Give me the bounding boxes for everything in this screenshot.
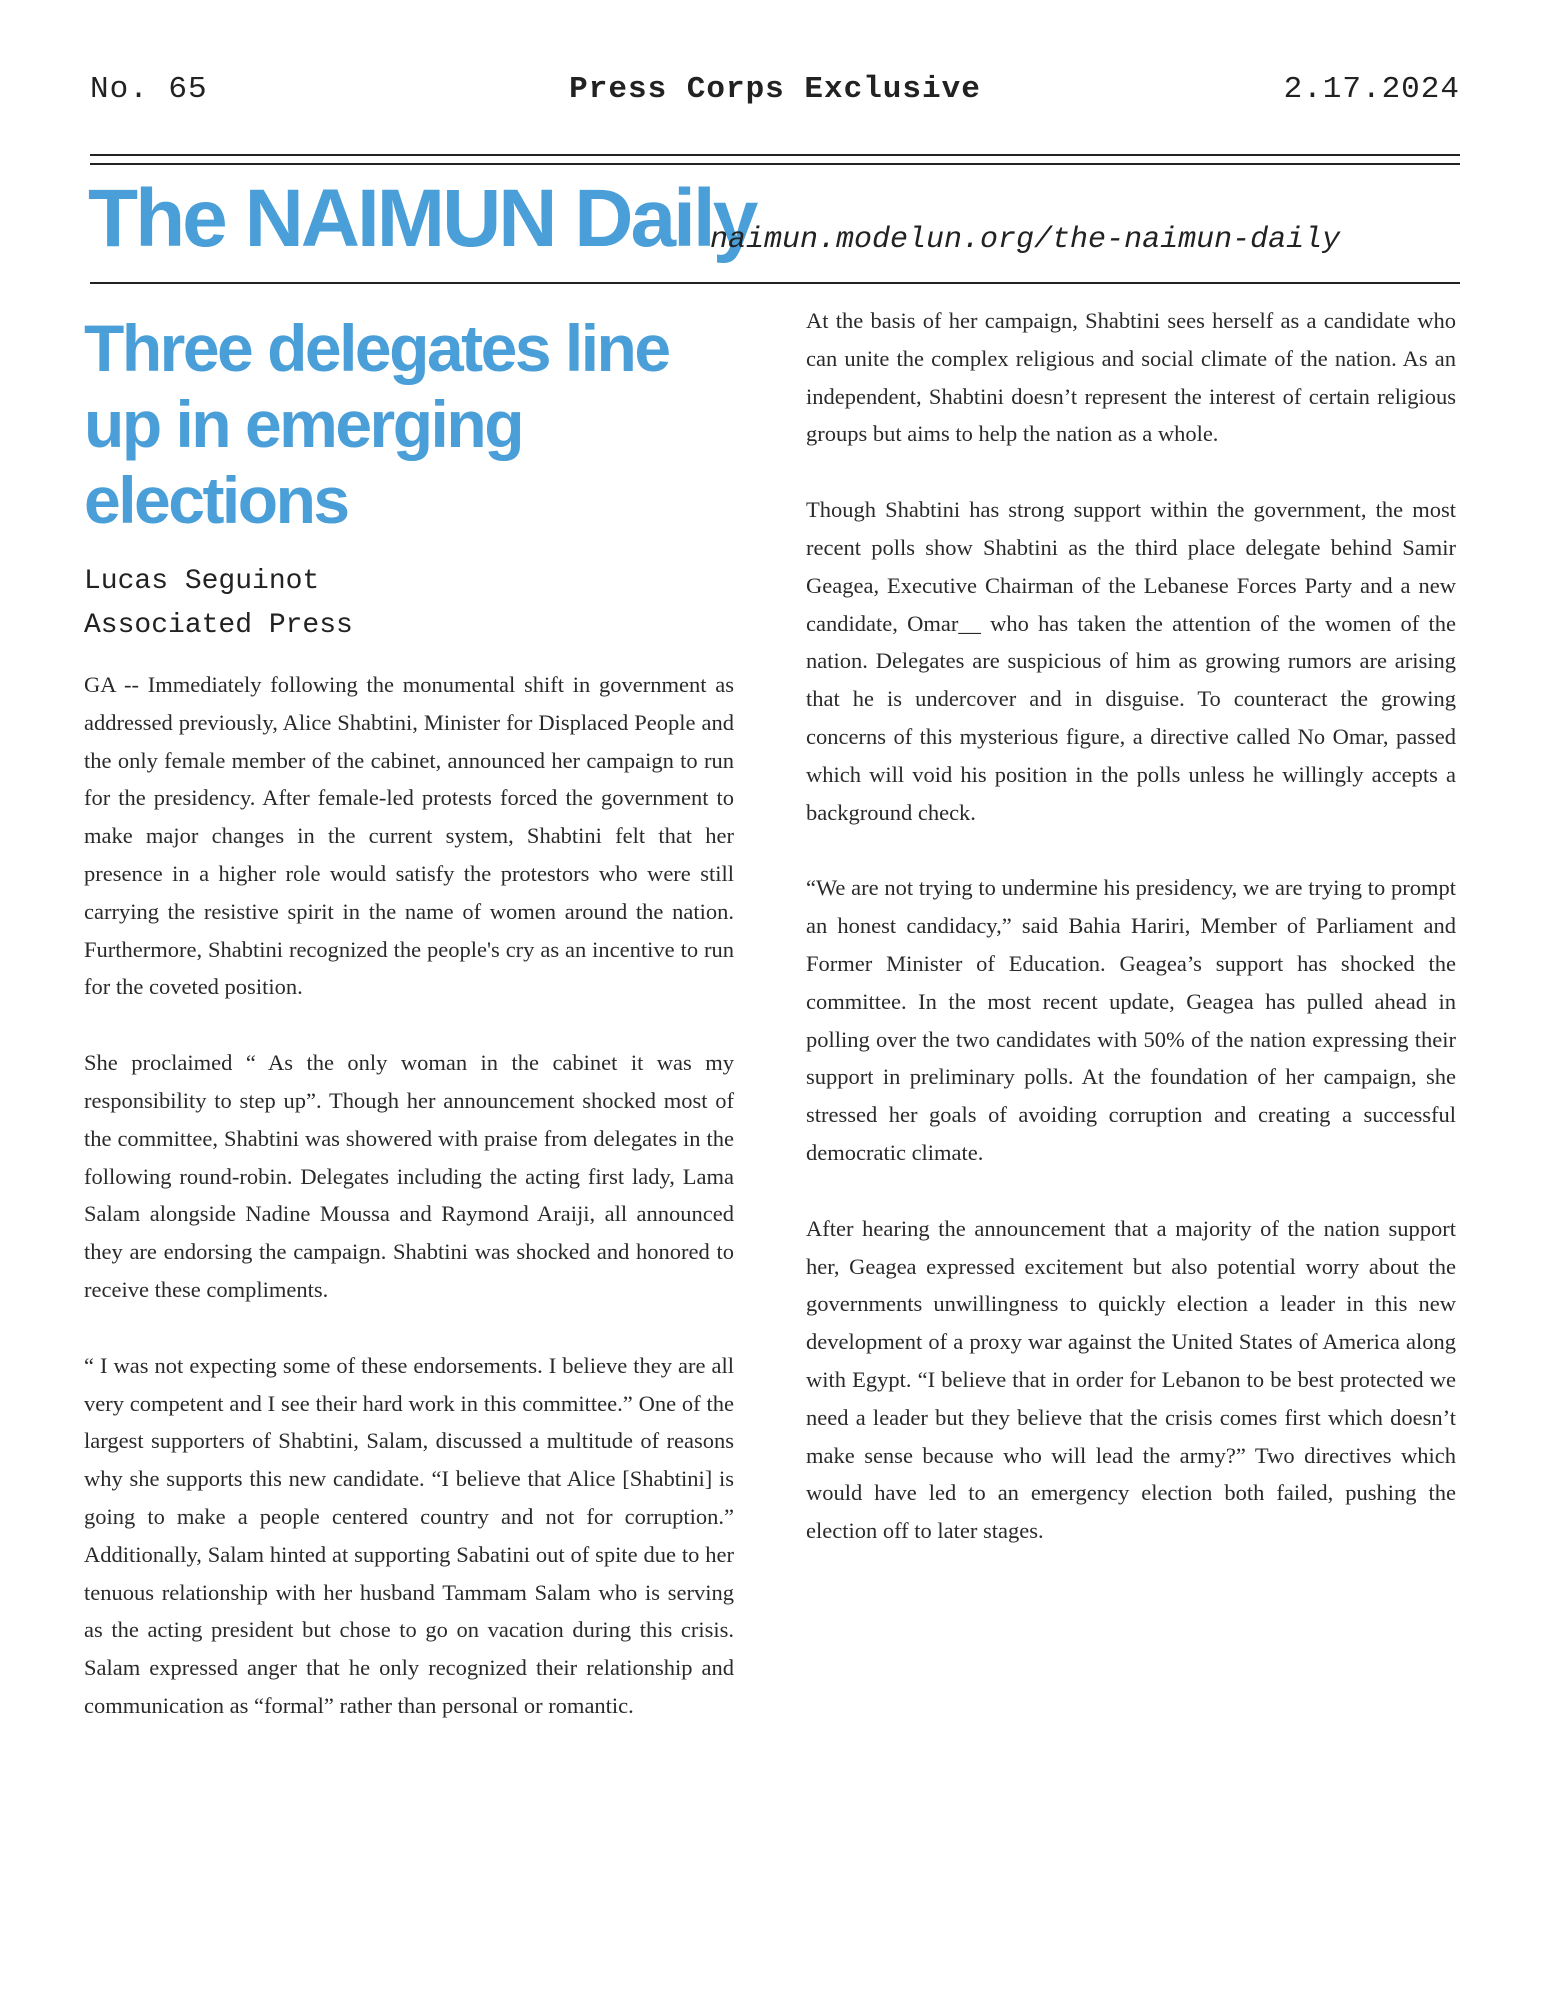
issue-date: 2.17.2024 [1283,72,1460,107]
top-rule-2 [90,163,1460,165]
body-paragraph: Though Shabtini has strong support within the government, the most recent polls show Shabtini as the third place delegate behind Samir Geagea, Executive Chairman of the Lebanese Forces Party and a new candidate, Omar__ who has taken the attention of the women of the nation. Delegates are suspicious of him as growing rumors are arising that he is undercover and in disguise. To counteract the growing concerns of this mysterious figure, a directive called No Omar, passed which will void his position in the polls unless he willingly accepts a background check. [806,497,1456,825]
author-outlet: Associated Press [84,610,353,641]
body-paragraph: At the basis of her campaign, Shabtini sees herself as a candidate who can unite the complex religious and social climate of the nation. As an independent, Shabtini doesn’t represent the interest of certain religious groups but aims to help the nation as a whole. [806,308,1456,447]
body-paragraph: After hearing the announcement that a majority of the nation support her, Geagea expressed excitement but also potential worry about the governments unwillingness to quickly election a leader in this new development of a proxy war against the United States of America along with Egypt. “I believe that in order for Lebanon to be best protected we need a leader but they believe that the crisis comes first which doesn’t make sense because who will lead the army?” Two directives which would have led to an emergency election both failed, pushing the election off to later stages. [806,1215,1456,1544]
byline [84,560,734,648]
article-headline: Three delegates line up in emerging elections [84,311,669,537]
body-paragraph: She proclaimed “ As the only woman in the cabinet it was my responsibility to step up”. Though her announcement shocked most of the committee, Shabtini was showered with praise from delegates in the following round-robin. Delegates including the acting first lady, Lama Salam alongside Nadine Moussa and Raymond Araiji, all announced they are endorsing the campaign. Shabtini was shocked and honored to receive these compliments. [84,1050,734,1302]
issue-number: No. 65 [90,72,208,107]
masthead-rule [90,282,1460,284]
masthead-title: The NAIMUN Daily [88,173,756,264]
body-paragraph: “ I was not expecting some of these endorsements. I believe they are all very competent and I see their hard work in this committee.” One of the largest supporters of Shabtini, Salam, discussed a multitude of reasons why she supports this new candidate. “I believe that Alice [Shabtini] is going to make a people centered country and not for corruption.” Additionally, Salam hinted at supporting Sabatini out of spite due to her tenuous relationship with her husband Tammam Salam who is serving as the acting president but chose to go on vacation during this crisis. Salam expressed anger that he only recognized their relationship and communication as “formal” rather than personal or romantic. [84,1352,734,1718]
top-bar [90,72,1460,112]
body-paragraph: GA -- Immediately following the monumental shift in government as addressed previously, Alice Shabtini, Minister for Displaced People and the only female member of the cabinet, announced her campaign to run for the presidency. After female-led protests forced the government to make major changes in the current system, Shabtini felt that her presence in a higher role would satisfy the protestors who were still carrying the resistive spirit in the name of women around the nation. Furthermore, Shabtini recognized the people's cry as an incentive to run for the coveted position. [84,672,734,1000]
masthead-url[interactable]: naimun.modelun.org/the-naimun-daily [710,223,1341,257]
body-paragraph: “We are not trying to undermine his presidency, we are trying to prompt an honest candidacy,” said Bahia Hariri, Member of Parliament and Former Minister of Education. Geagea’s support has shocked the committee. In the most recent update, Geagea has pulled ahead in polling over the two candidates with 50% of the nation expressing their support in preliminary polls. At the foundation of her campaign, she stressed her goals of avoiding corruption and creating a successful democratic climate. [806,875,1456,1165]
article-right-column [806,302,1456,1588]
top-rule-1 [90,154,1460,156]
author-name: Lucas Seguinot [84,566,320,597]
section-label: Press Corps Exclusive [569,72,981,107]
article-left-column [84,310,734,1763]
